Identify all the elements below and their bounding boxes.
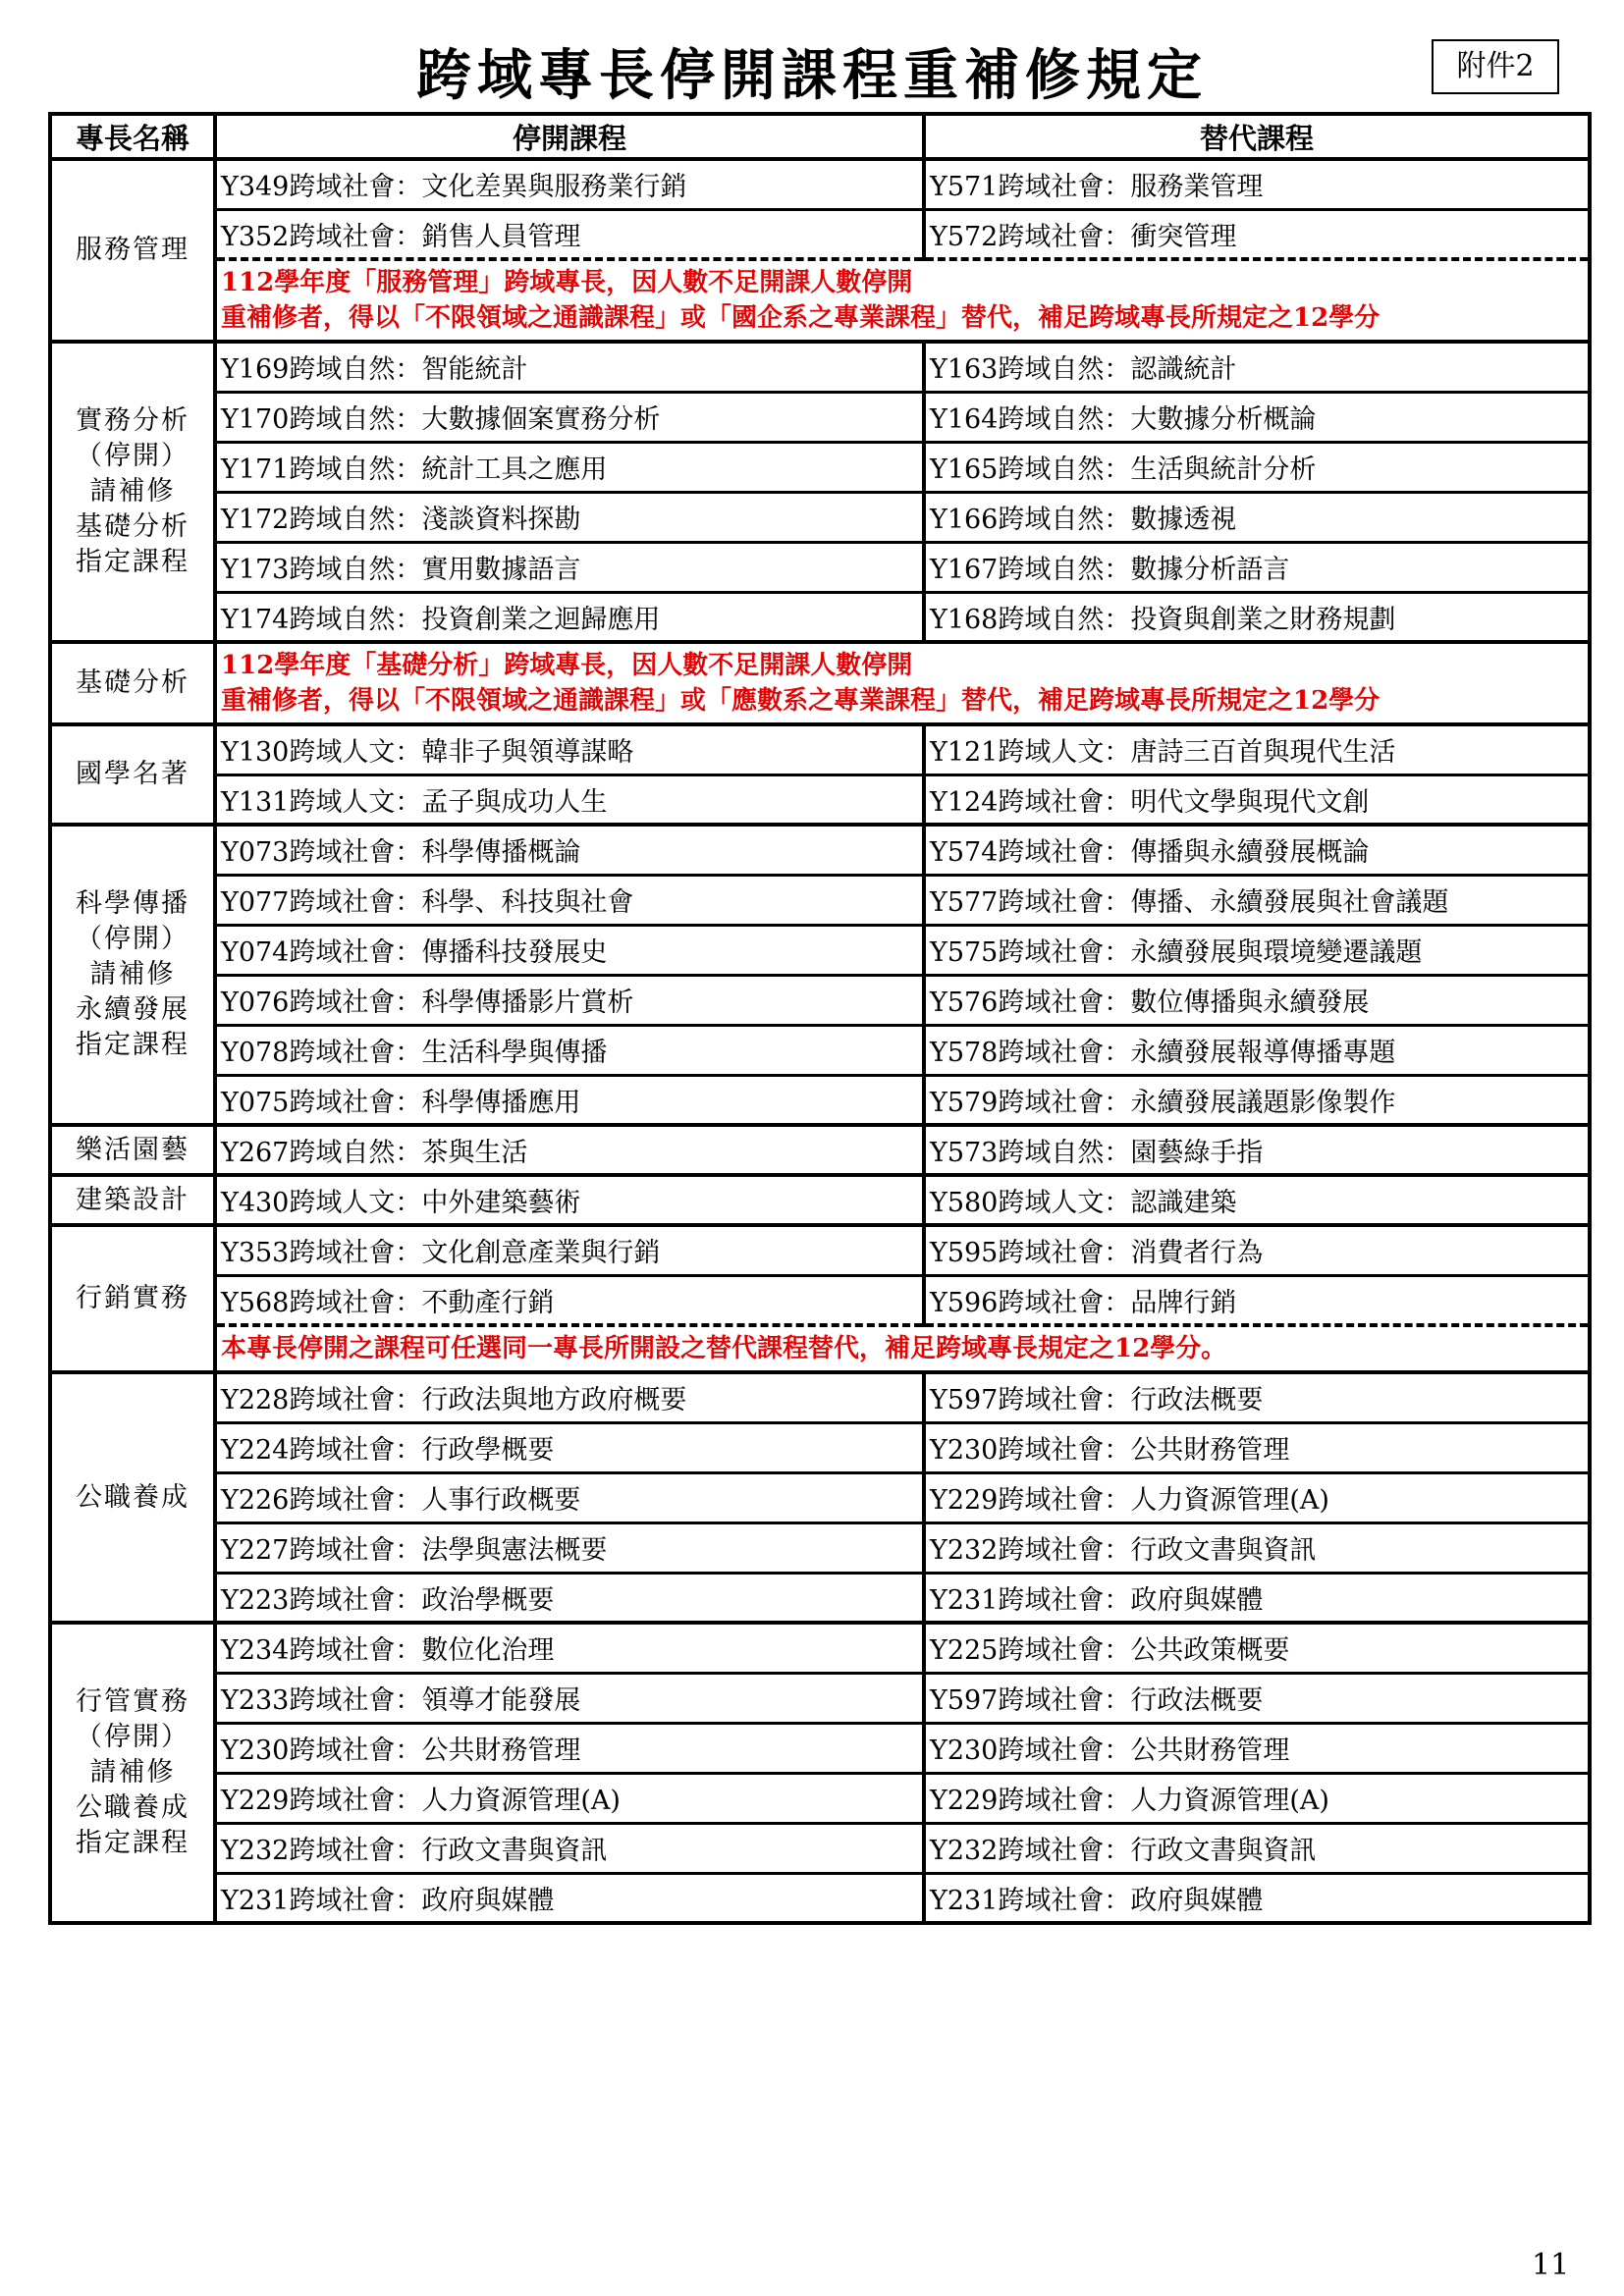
specialty-name: 行銷實務 [50,1225,215,1372]
table-row [50,724,1590,774]
closed-course-cell: Y226跨域社會：人事行政概要 [215,1472,924,1522]
substitute-course-cell: Y232跨域社會：行政文書與資訊 [924,1522,1590,1573]
substitute-course-cell: Y575跨域社會：永續發展與環境變遷議題 [924,925,1590,975]
closed-course-cell: Y131跨域人文：孟子與成功人生 [215,774,924,825]
note-row [50,1325,1590,1372]
specialty-name: 公職養成 [50,1372,215,1623]
closed-course-cell: Y223跨域社會：政治學概要 [215,1573,924,1623]
table-row [50,925,1590,975]
notice-line: 本專長停開之課程可任選同一專長所開設之替代課程替代，補足跨域專長規定之12學分。 [221,1334,1227,1363]
table-row [50,1522,1590,1573]
substitute-course-cell: Y165跨域自然：生活與統計分析 [924,442,1590,492]
closed-course-cell: Y353跨域社會：文化創意產業與行銷 [215,1225,924,1275]
closed-course-cell: Y229跨域社會：人力資源管理(A) [215,1773,924,1823]
table-row [50,1873,1590,1923]
table-row [50,1723,1590,1773]
table-row [50,1673,1590,1723]
header-substitute-course: 替代課程 [924,114,1590,159]
table-row [50,542,1590,592]
substitute-course-cell: Y166跨域自然：數據透視 [924,492,1590,542]
closed-course-cell: Y073跨域社會：科學傳播概論 [215,825,924,875]
header-specialty: 專長名稱 [50,114,215,159]
closed-course-cell: Y077跨域社會：科學、科技與社會 [215,875,924,925]
closed-course-cell: Y170跨域自然：大數據個案實務分析 [215,392,924,442]
table-row [50,1773,1590,1823]
notice-text [215,259,1590,342]
substitute-course-cell: Y573跨域自然：園藝綠手指 [924,1125,1590,1175]
table-row [50,1275,1590,1325]
table-row [50,1573,1590,1623]
table-row [50,1823,1590,1873]
closed-course-cell: Y267跨域自然：茶與生活 [215,1125,924,1175]
closed-course-cell: Y228跨域社會：行政法與地方政府概要 [215,1372,924,1422]
notice-line: 重補修者，得以「不限領域之通識課程」或「國企系之專業課程」替代，補足跨域專長所規定之12學分 [221,303,1380,333]
header-closed-course: 停開課程 [215,114,924,159]
substitute-course-cell: Y230跨域社會：公共財務管理 [924,1422,1590,1472]
substitute-course-cell: Y229跨域社會：人力資源管理(A) [924,1472,1590,1522]
table-body [50,159,1590,1923]
substitute-course-cell: Y230跨域社會：公共財務管理 [924,1723,1590,1773]
closed-course-cell: Y173跨域自然：實用數據語言 [215,542,924,592]
table-row [50,1225,1590,1275]
substitute-course-cell: Y579跨域社會：永續發展議題影像製作 [924,1075,1590,1125]
specialty-name: 科學傳播 （停開） 請補修 永續發展 指定課程 [50,825,215,1125]
table-row [50,1372,1590,1422]
table-row [50,209,1590,259]
substitute-course-cell: Y578跨域社會：永續發展報導傳播專題 [924,1025,1590,1075]
note-row [50,642,1590,724]
attachment-label: 附件2 [1432,39,1559,94]
table-row [50,492,1590,542]
table-row [50,1422,1590,1472]
table-row [50,1075,1590,1125]
table-row [50,1623,1590,1673]
notice-line: 重補修者，得以「不限領域之通識課程」或「應數系之專業課程」替代，補足跨域專長所規定之12學分 [221,686,1380,716]
specialty-name: 建築設計 [50,1175,215,1225]
closed-course-cell: Y076跨域社會：科學傳播影片賞析 [215,975,924,1025]
substitute-course-cell: Y571跨域社會：服務業管理 [924,159,1590,209]
table-row [50,1125,1590,1175]
specialty-name: 國學名著 [50,724,215,825]
substitute-course-cell: Y580跨域人文：認識建築 [924,1175,1590,1225]
table-row [50,592,1590,642]
table-row [50,442,1590,492]
specialty-name: 實務分析 （停開） 請補修 基礎分析 指定課程 [50,342,215,642]
table-row [50,392,1590,442]
table-row [50,875,1590,925]
table-row [50,825,1590,875]
substitute-course-cell: Y163跨域自然：認識統計 [924,342,1590,392]
notice-text [215,642,1590,724]
substitute-course-cell: Y124跨域社會：明代文學與現代文創 [924,774,1590,825]
substitute-course-cell: Y596跨域社會：品牌行銷 [924,1275,1590,1325]
specialty-name: 樂活園藝 [50,1125,215,1175]
closed-course-cell: Y074跨域社會：傳播科技發展史 [215,925,924,975]
table-row [50,342,1590,392]
table-row [50,774,1590,825]
substitute-course-cell: Y572跨域社會：衝突管理 [924,209,1590,259]
closed-course-cell: Y130跨域人文：韓非子與領導謀略 [215,724,924,774]
substitute-course-cell: Y121跨域人文：唐詩三百首與現代生活 [924,724,1590,774]
closed-course-cell: Y233跨域社會：領導才能發展 [215,1673,924,1723]
substitute-course-cell: Y229跨域社會：人力資源管理(A) [924,1773,1590,1823]
closed-course-cell: Y232跨域社會：行政文書與資訊 [215,1823,924,1873]
substitute-course-cell: Y577跨域社會：傳播、永續發展與社會議題 [924,875,1590,925]
course-table [48,112,1592,1925]
closed-course-cell: Y224跨域社會：行政學概要 [215,1422,924,1472]
closed-course-cell: Y568跨域社會：不動產行銷 [215,1275,924,1325]
closed-course-cell: Y169跨域自然：智能統計 [215,342,924,392]
closed-course-cell: Y227跨域社會：法學與憲法概要 [215,1522,924,1573]
page-number: 11 [1532,2248,1570,2282]
closed-course-cell: Y075跨域社會：科學傳播應用 [215,1075,924,1125]
substitute-course-cell: Y576跨域社會：數位傳播與永續發展 [924,975,1590,1025]
substitute-course-cell: Y574跨域社會：傳播與永續發展概論 [924,825,1590,875]
closed-course-cell: Y234跨域社會：數位化治理 [215,1623,924,1673]
substitute-course-cell: Y168跨域自然：投資與創業之財務規劃 [924,592,1590,642]
closed-course-cell: Y172跨域自然：淺談資料探勘 [215,492,924,542]
table-row [50,1472,1590,1522]
table-row [50,1025,1590,1075]
substitute-course-cell: Y231跨域社會：政府與媒體 [924,1573,1590,1623]
substitute-course-cell: Y225跨域社會：公共政策概要 [924,1623,1590,1673]
closed-course-cell: Y174跨域自然：投資創業之迴歸應用 [215,592,924,642]
substitute-course-cell: Y167跨域自然：數據分析語言 [924,542,1590,592]
closed-course-cell: Y430跨域人文：中外建築藝術 [215,1175,924,1225]
substitute-course-cell: Y231跨域社會：政府與媒體 [924,1873,1590,1923]
table-row [50,1175,1590,1225]
closed-course-cell: Y078跨域社會：生活科學與傳播 [215,1025,924,1075]
notice-text [215,1325,1590,1372]
substitute-course-cell: Y232跨域社會：行政文書與資訊 [924,1823,1590,1873]
notice-line: 112學年度「基礎分析」跨域專長，因人數不足開課人數停開 [221,651,913,680]
closed-course-cell: Y349跨域社會：文化差異與服務業行銷 [215,159,924,209]
closed-course-cell: Y171跨域自然：統計工具之應用 [215,442,924,492]
substitute-course-cell: Y597跨域社會：行政法概要 [924,1372,1590,1422]
closed-course-cell: Y352跨域社會：銷售人員管理 [215,209,924,259]
substitute-course-cell: Y595跨域社會：消費者行為 [924,1225,1590,1275]
closed-course-cell: Y231跨域社會：政府與媒體 [215,1873,924,1923]
notice-line: 112學年度「服務管理」跨域專長，因人數不足開課人數停開 [221,268,913,297]
closed-course-cell: Y230跨域社會：公共財務管理 [215,1723,924,1773]
note-row [50,259,1590,342]
substitute-course-cell: Y164跨域自然：大數據分析概論 [924,392,1590,442]
table-header-row [50,114,1590,159]
specialty-name: 服務管理 [50,159,215,342]
table-row [50,975,1590,1025]
substitute-course-cell: Y597跨域社會：行政法概要 [924,1673,1590,1723]
table-row [50,159,1590,209]
page-title: 跨域專長停開課程重補修規定 [416,43,1208,108]
specialty-name: 行管實務 （停開） 請補修 公職養成 指定課程 [50,1623,215,1923]
specialty-name: 基礎分析 [50,642,215,724]
